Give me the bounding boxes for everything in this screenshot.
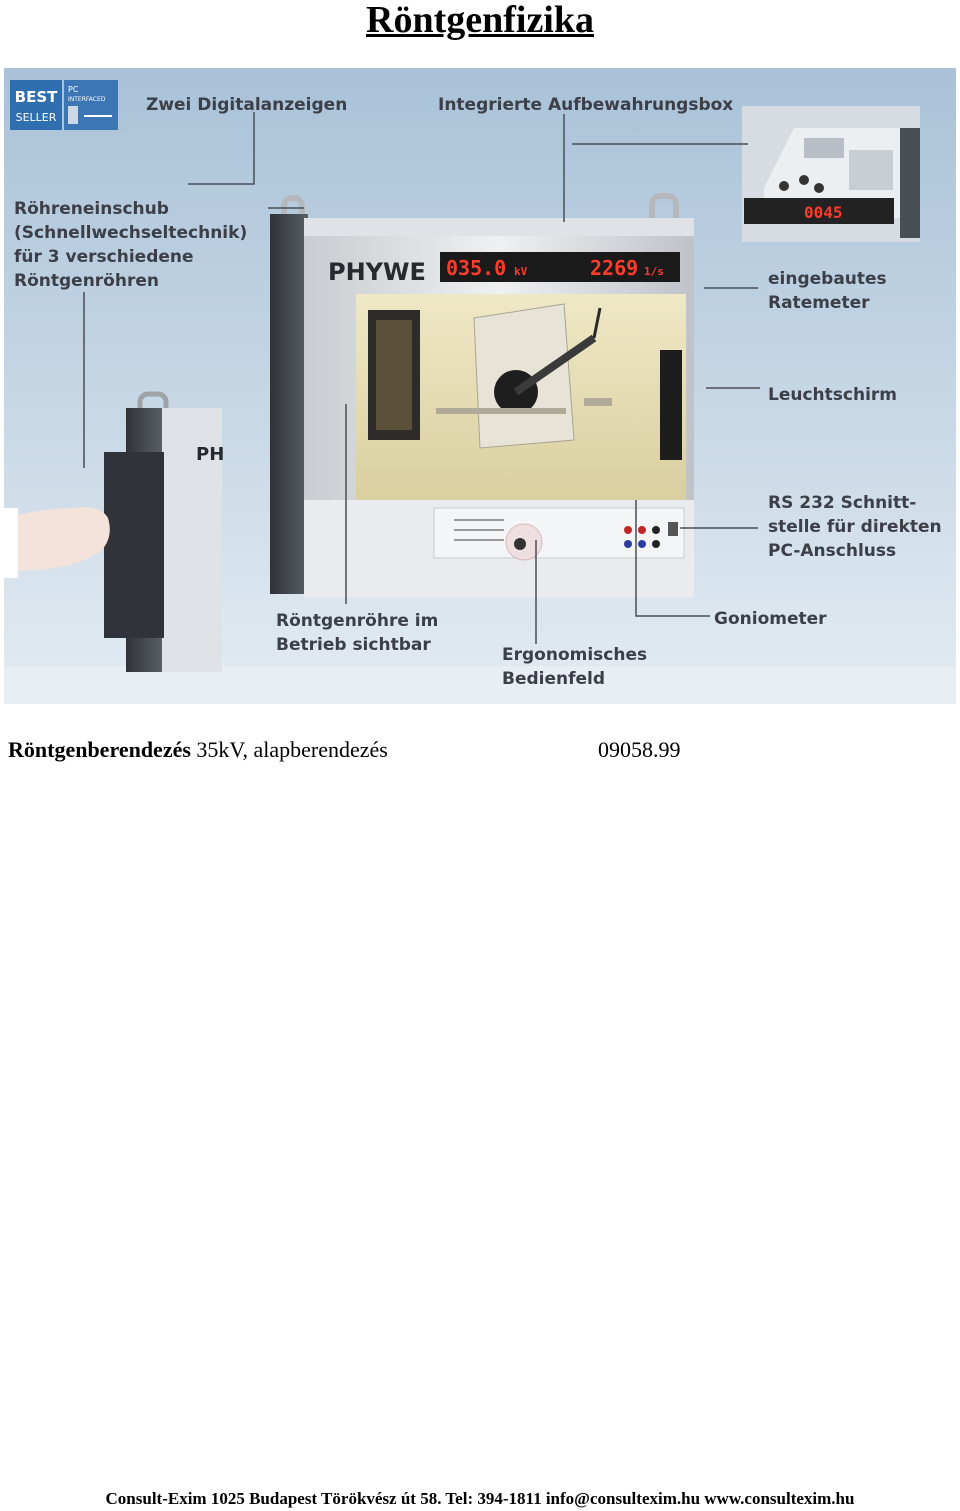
- label-rs232-3: PC-Anschluss: [768, 541, 897, 561]
- product-photo: [4, 68, 956, 704]
- inset-display: 0045: [804, 203, 843, 222]
- label-rs232-2: stelle für direkten: [768, 517, 942, 537]
- label-aufbewahrungsbox: Integrierte Aufbewahrungsbox: [438, 95, 734, 115]
- page-title: Röntgenfizika: [366, 0, 594, 41]
- product-description: 35kV, alapberendezés: [190, 737, 388, 762]
- badge-line1: BEST: [14, 88, 58, 106]
- side-brand: PH: [196, 444, 225, 465]
- label-roehreneinschub-2: (Schnellwechseltechnik): [14, 223, 248, 243]
- xray-unit: [270, 196, 694, 598]
- rate-display: 2269: [590, 256, 639, 280]
- footer-contact: Consult-Exim 1025 Budapest Törökvész út 58. Tel: 394-1811 info@consultexim.hu www.consultexim.hu: [105, 1489, 855, 1508]
- label-rs232-1: RS 232 Schnitt-: [768, 493, 917, 513]
- badge-line2: SELLER: [15, 111, 57, 124]
- product-name: Röntgenberendezés: [8, 737, 191, 762]
- label-roehreneinschub-1: Röhreneinschub: [14, 199, 169, 219]
- voltage-display: 035.0: [446, 256, 507, 280]
- label-roehre-sichtbar-2: Betrieb sichtbar: [276, 635, 431, 655]
- product-caption: [8, 736, 681, 764]
- label-ratemeter-1: eingebautes: [768, 269, 887, 289]
- inset-storage-box: [742, 106, 920, 242]
- pc-badge-line2: INTERFACED: [68, 96, 106, 103]
- label-roehre-sichtbar-1: Röntgenröhre im: [276, 611, 439, 631]
- pc-badge-line1: PC: [68, 85, 79, 94]
- label-ratemeter-2: Ratemeter: [768, 293, 870, 313]
- product-code: 09058.99: [598, 737, 681, 762]
- best-seller-badge: [10, 80, 118, 130]
- label-roehreneinschub-3: für 3 verschiedene: [14, 247, 194, 267]
- label-leuchtschirm: Leuchtschirm: [768, 385, 897, 405]
- brand-logo: PHYWE: [328, 258, 426, 286]
- label-bedienfeld-2: Bedienfeld: [502, 669, 606, 689]
- label-goniometer: Goniometer: [714, 609, 827, 629]
- rate-unit: 1/s: [644, 265, 664, 278]
- label-roehreneinschub-4: Röntgenröhren: [14, 271, 159, 291]
- label-zwei-digitalanzeigen: Zwei Digitalanzeigen: [146, 95, 348, 115]
- label-bedienfeld-1: Ergonomisches: [502, 645, 648, 665]
- voltage-unit: kV: [514, 265, 528, 278]
